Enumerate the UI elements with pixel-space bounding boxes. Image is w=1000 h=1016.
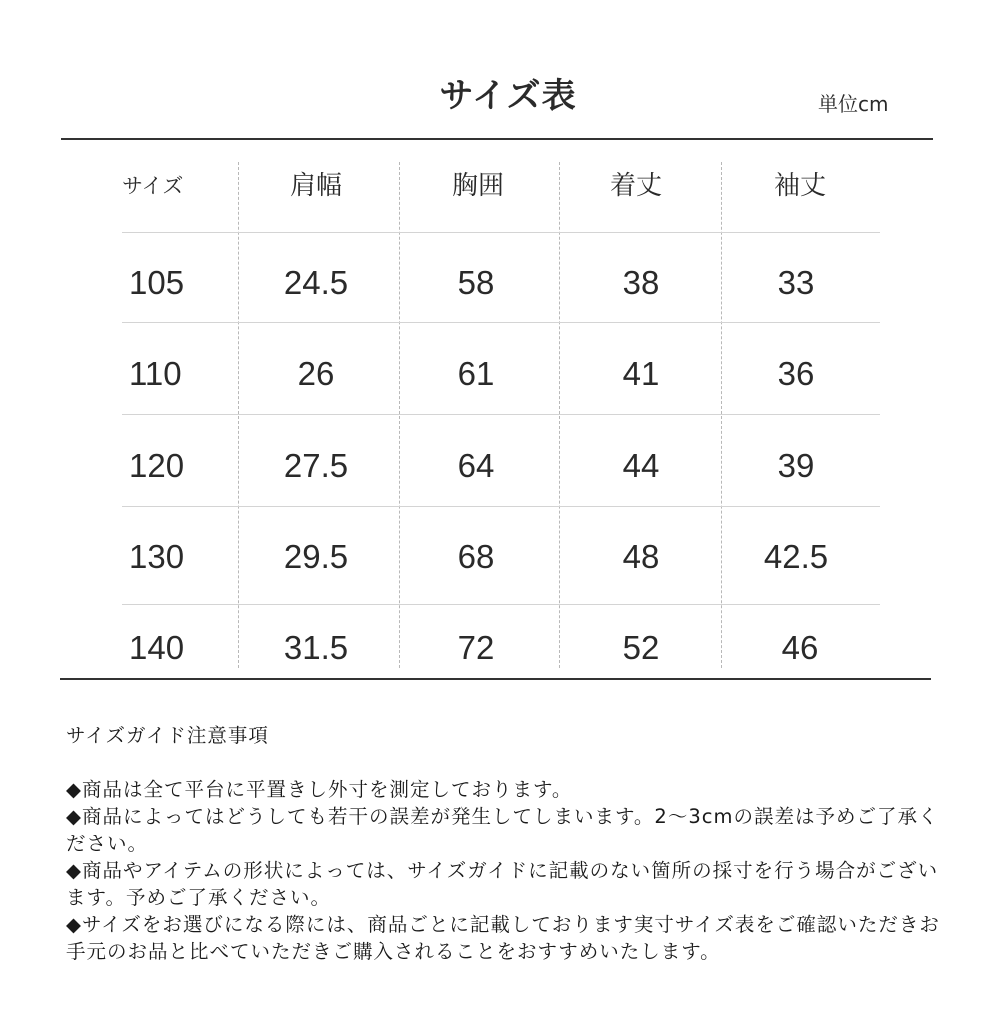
page-title: サイズ表 bbox=[439, 76, 577, 116]
note-item: ◆商品やアイテムの形状によっては、サイズガイドに記載のない箇所の採寸を行う場合がございます。予めご了承ください。 bbox=[66, 859, 939, 909]
header-length: 着丈 bbox=[609, 171, 663, 201]
cell-chest: 64 bbox=[457, 447, 495, 484]
table-bottom-rule bbox=[60, 678, 931, 680]
cell-size: 130 bbox=[129, 538, 185, 575]
cell-shoulder-width: 31.5 bbox=[283, 629, 349, 666]
cell-shoulder-width: 29.5 bbox=[283, 538, 349, 575]
column-divider bbox=[559, 162, 560, 668]
cell-sleeve-length: 36 bbox=[777, 355, 815, 392]
notes-heading: サイズガイド注意事項 bbox=[66, 724, 269, 747]
row-divider bbox=[122, 506, 880, 507]
cell-shoulder-width: 26 bbox=[297, 355, 335, 392]
cell-length: 44 bbox=[622, 447, 660, 484]
cell-sleeve-length: 39 bbox=[777, 447, 815, 484]
note-item: ◆商品によってはどうしても若干の誤差が発生してしまいます。2〜3cmの誤差は予めご了承ください。 bbox=[66, 805, 939, 855]
table-row bbox=[0, 344, 1000, 404]
cell-chest: 61 bbox=[457, 355, 495, 392]
note-item: ◆サイズをお選びになる際には、商品ごとに記載しております実寸サイズ表をご確認いただきお手元のお品と比べていただきご購入されることをおすすめいたします。 bbox=[66, 913, 940, 963]
cell-shoulder-width: 24.5 bbox=[283, 264, 349, 301]
cell-size: 120 bbox=[129, 447, 185, 484]
cell-length: 48 bbox=[622, 538, 660, 575]
row-divider bbox=[122, 414, 880, 415]
header-size: サイズ bbox=[122, 174, 184, 198]
cell-length: 52 bbox=[622, 629, 660, 666]
cell-size: 105 bbox=[129, 264, 185, 301]
cell-chest: 68 bbox=[457, 538, 495, 575]
cell-size: 110 bbox=[129, 355, 182, 392]
row-divider bbox=[122, 232, 880, 233]
cell-length: 41 bbox=[622, 355, 660, 392]
cell-sleeve-length: 46 bbox=[781, 629, 819, 666]
cell-chest: 58 bbox=[457, 264, 495, 301]
column-divider bbox=[399, 162, 400, 668]
unit-label: 単位cm bbox=[818, 92, 889, 116]
cell-sleeve-length: 42.5 bbox=[763, 538, 829, 575]
row-divider bbox=[122, 322, 880, 323]
table-row bbox=[0, 618, 1000, 678]
cell-shoulder-width: 27.5 bbox=[283, 447, 349, 484]
table-row bbox=[0, 527, 1000, 587]
cell-sleeve-length: 33 bbox=[777, 264, 815, 301]
table-row bbox=[0, 253, 1000, 313]
row-divider bbox=[122, 604, 880, 605]
note-item: ◆商品は全て平台に平置きし外寸を測定しております。 bbox=[66, 778, 573, 801]
column-divider bbox=[721, 162, 722, 668]
header-sleeve-length: 袖丈 bbox=[773, 171, 827, 201]
table-row bbox=[0, 436, 1000, 496]
cell-chest: 72 bbox=[457, 629, 495, 666]
header-shoulder-width: 肩幅 bbox=[289, 171, 343, 201]
size-guide-notes bbox=[66, 722, 946, 965]
cell-length: 38 bbox=[622, 264, 660, 301]
cell-size: 140 bbox=[129, 629, 185, 666]
column-divider bbox=[238, 162, 239, 668]
table-top-rule bbox=[61, 138, 933, 140]
table-header-row bbox=[0, 156, 1000, 216]
header-chest: 胸囲 bbox=[451, 171, 505, 201]
